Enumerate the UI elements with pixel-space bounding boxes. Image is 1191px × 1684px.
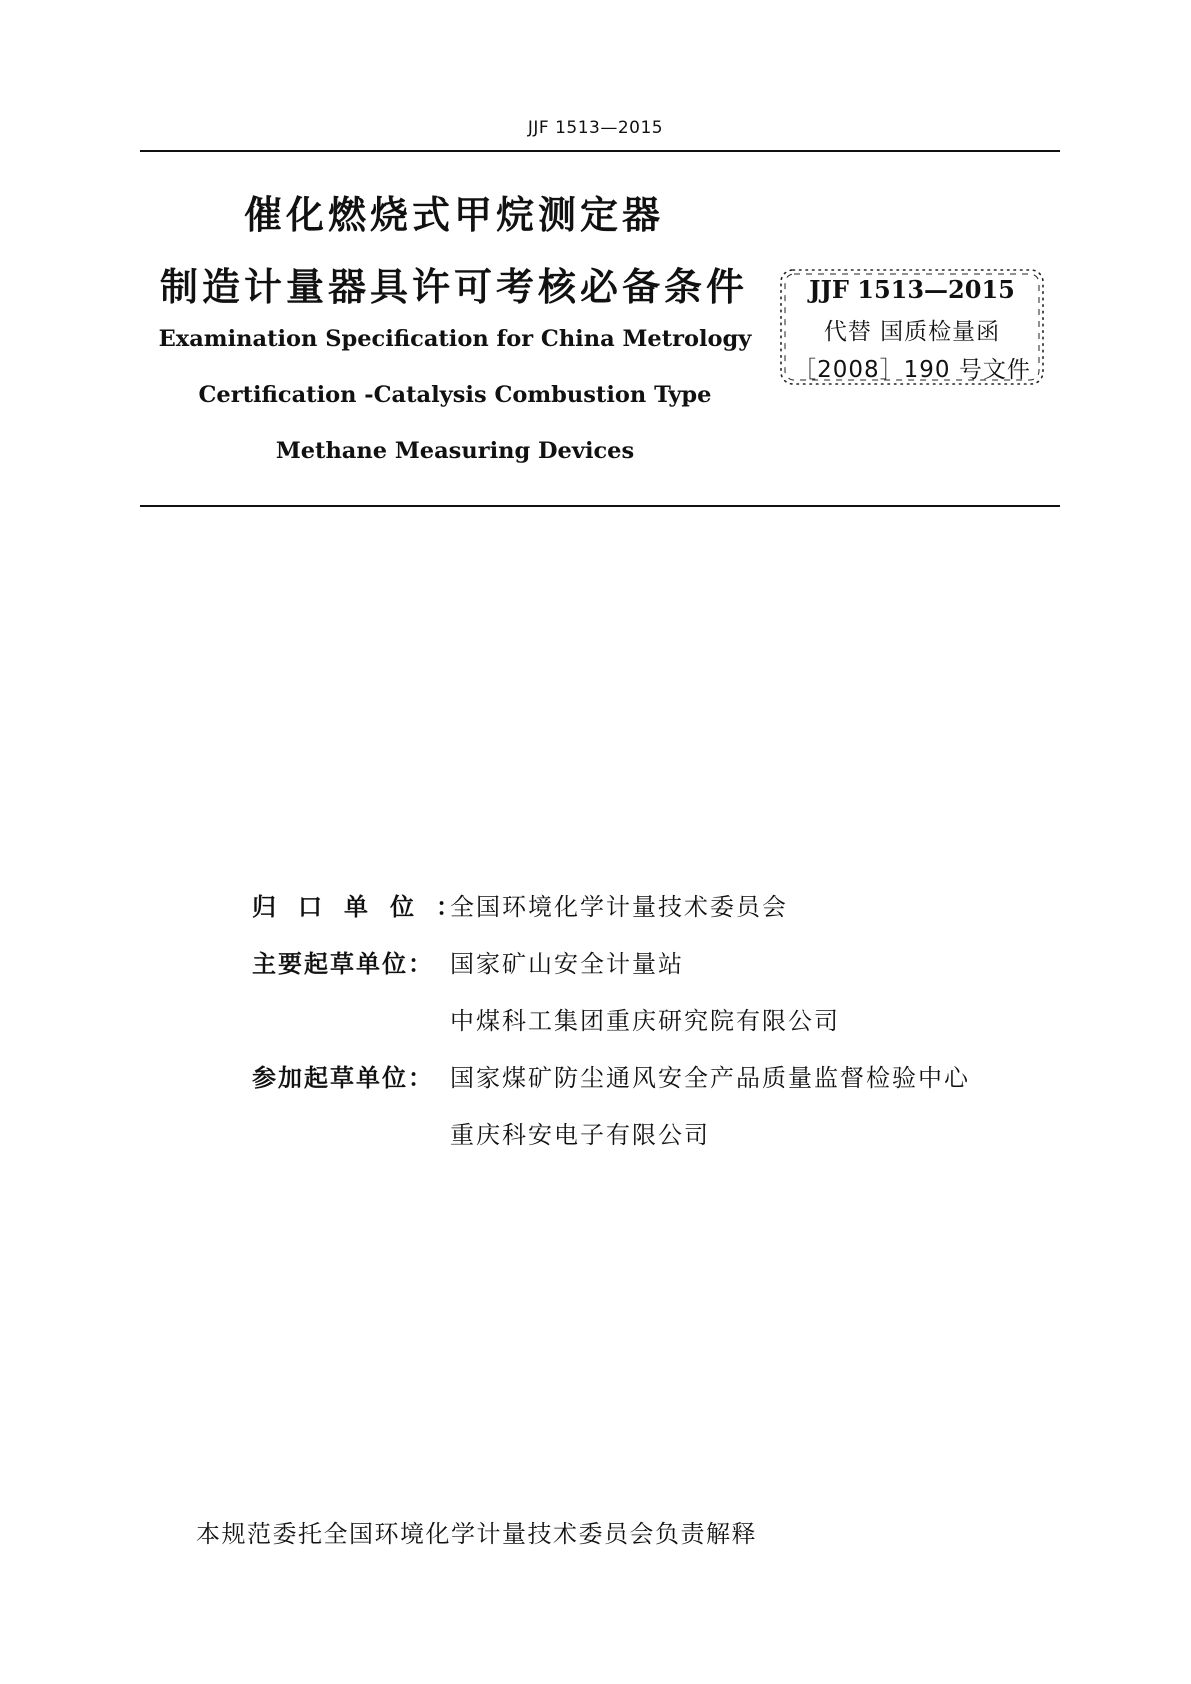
replacement-code: JJF 1513—2015: [809, 275, 1015, 304]
main-drafting-unit-value: 中煤科工集团重庆研究院有限公司: [450, 1007, 840, 1035]
bottom-divider: [140, 505, 1060, 507]
english-title-line-2: Certification -Catalysis Combustion Type: [198, 382, 712, 408]
top-divider: [140, 150, 1060, 152]
english-title-line-3: Methane Measuring Devices: [275, 438, 635, 464]
interpretation-note: 本规范委托全国环境化学计量技术委员会负责解释: [196, 1520, 757, 1548]
replacement-reference: ［2008］190 号文件: [793, 357, 1031, 383]
participating-unit-label: 参加起草单位：: [252, 1064, 434, 1092]
chinese-title-line-1: 催化燃烧式甲烷测定器: [244, 193, 665, 237]
main-drafting-unit-label: 主要起草单位：: [252, 950, 434, 978]
replacement-text: 代替 国质检量函: [823, 319, 1001, 345]
document-code-header: JJF 1513—2015: [527, 118, 664, 138]
participating-unit-value: 重庆科安电子有限公司: [450, 1121, 710, 1149]
responsible-unit-label: 归口单位：: [252, 893, 482, 921]
main-drafting-unit-value: 国家矿山安全计量站: [450, 950, 684, 978]
chinese-title-line-2: 制造计量器具许可考核必备条件: [160, 265, 749, 309]
responsible-unit-value: 全国环境化学计量技术委员会: [450, 893, 788, 921]
english-title-line-1: Examination Specification for China Metrology: [158, 326, 752, 352]
participating-unit-value: 国家煤矿防尘通风安全产品质量监督检验中心: [450, 1064, 970, 1092]
replacement-notice-box: [776, 265, 1048, 389]
